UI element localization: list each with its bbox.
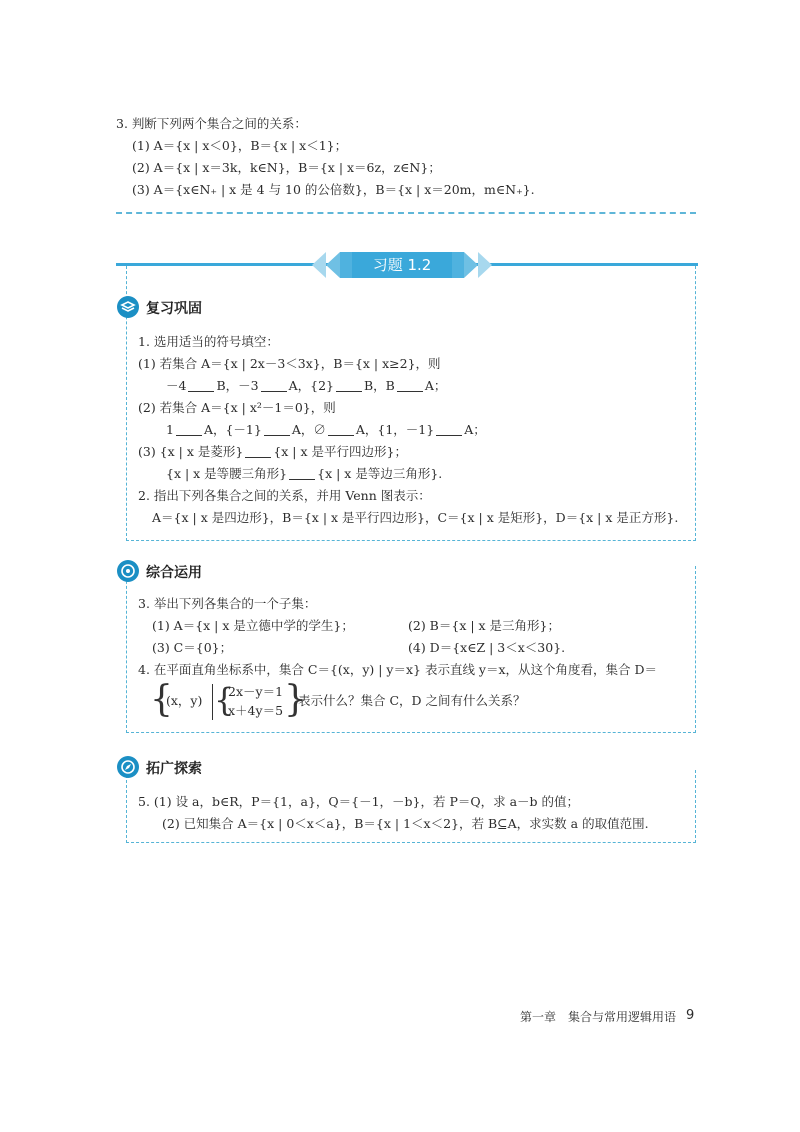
review-q1-part2: (2) 若集合 A＝{x | x²－1＝0}，则 [138,400,336,415]
review-q2-title: 2. 指出下列各集合之间的关系，并用 Venn 图表示： [138,488,431,503]
top-q3-title: 3. 判断下列两个集合之间的关系： [116,116,307,131]
system-brace: { [214,681,235,719]
footer-chapter: 第一章 集合与常用逻辑用语 [520,1010,677,1024]
explore-q5-part2: (2) 已知集合 A＝{x | 0＜x＜a}，B＝{x | 1＜x＜2}，若 B⊆A，求实数 a 的取值范围. [162,816,649,831]
apply-q3-title: 3. 举出下列各集合的一个子集： [138,596,317,611]
top-q3-item-2: (2) A＝{x | x＝3k，k∈N}，B＝{x | x＝6z，z∈N}； [132,160,441,175]
explore-q5-part1: 5. (1) 设 a，b∈R，P＝{1，a}，Q＝{－1，－b}，若 P＝Q，求 a－b 的值； [138,794,580,809]
compass-icon [117,756,139,778]
apply-q3-item-1: (1) A＝{x | x 是立德中学的学生}； [152,618,354,633]
apply-q3-item-2: (2) B＝{x | x 是三角形}； [408,618,561,633]
explore-heading: 拓广探索 [146,761,202,777]
apply-q4-set-element: (x，y) [166,693,203,708]
page-number: 9 [686,1008,695,1023]
apply-heading: 综合运用 [146,565,202,581]
apply-q4-line1: 4. 在平面直角坐标系中，集合 C＝{(x，y) | y＝x} 表示直线 y＝x，从这个角度看，集合 D＝ [138,662,658,677]
layers-icon [117,296,139,318]
review-q1-part3a: (3) {x | x 是菱形} {x | x 是平行四边形}； [138,444,407,459]
review-q1-part1: (1) 若集合 A＝{x | 2x－3＜3x}，B＝{x | x≥2}，则 [138,356,441,371]
review-q1-part1-blanks: －4 B，－3 A，{2} B，B A； [166,378,447,393]
apply-q3-item-4: (4) D＝{x∈Z | 3＜x＜30}. [408,640,566,655]
set-brace-right: } [284,679,307,720]
review-q1-part3b: {x | x 是等腰三角形} {x | x 是等边三角形}. [166,466,443,481]
apply-q3-item-3: (3) C＝{0}； [152,640,233,655]
review-heading: 复习巩固 [146,301,202,317]
apply-q4-line2: 表示什么？集合 C，D 之间有什么关系？ [298,693,526,708]
review-q1-title: 1. 选用适当的符号填空： [138,334,279,349]
top-q3-item-3: (3) A＝{x∈N₊ | x 是 4 与 10 的公倍数}，B＝{x | x＝20m，m∈N₊}. [132,182,535,197]
apply-q4-eq2: x＋4y＝5 [228,703,284,718]
review-q1-part2-blanks: 1 A，{－1} A，∅ A，{1，－1} A； [166,422,486,437]
review-q2-body: A＝{x | x 是四边形}，B＝{x | x 是平行四边形}，C＝{x | x 是矩形}，D＝{x | x 是正方形}. [152,510,679,525]
banner-title: 习题 1.2 [352,252,452,278]
set-bar [212,684,213,720]
top-q3-item-1: (1) A＝{x | x＜0}，B＝{x | x＜1}； [132,138,348,153]
apply-q4-eq1: 2x－y＝1 [228,684,284,699]
set-brace-left: { [150,679,173,720]
network-icon [117,560,139,582]
section-divider [116,212,696,214]
